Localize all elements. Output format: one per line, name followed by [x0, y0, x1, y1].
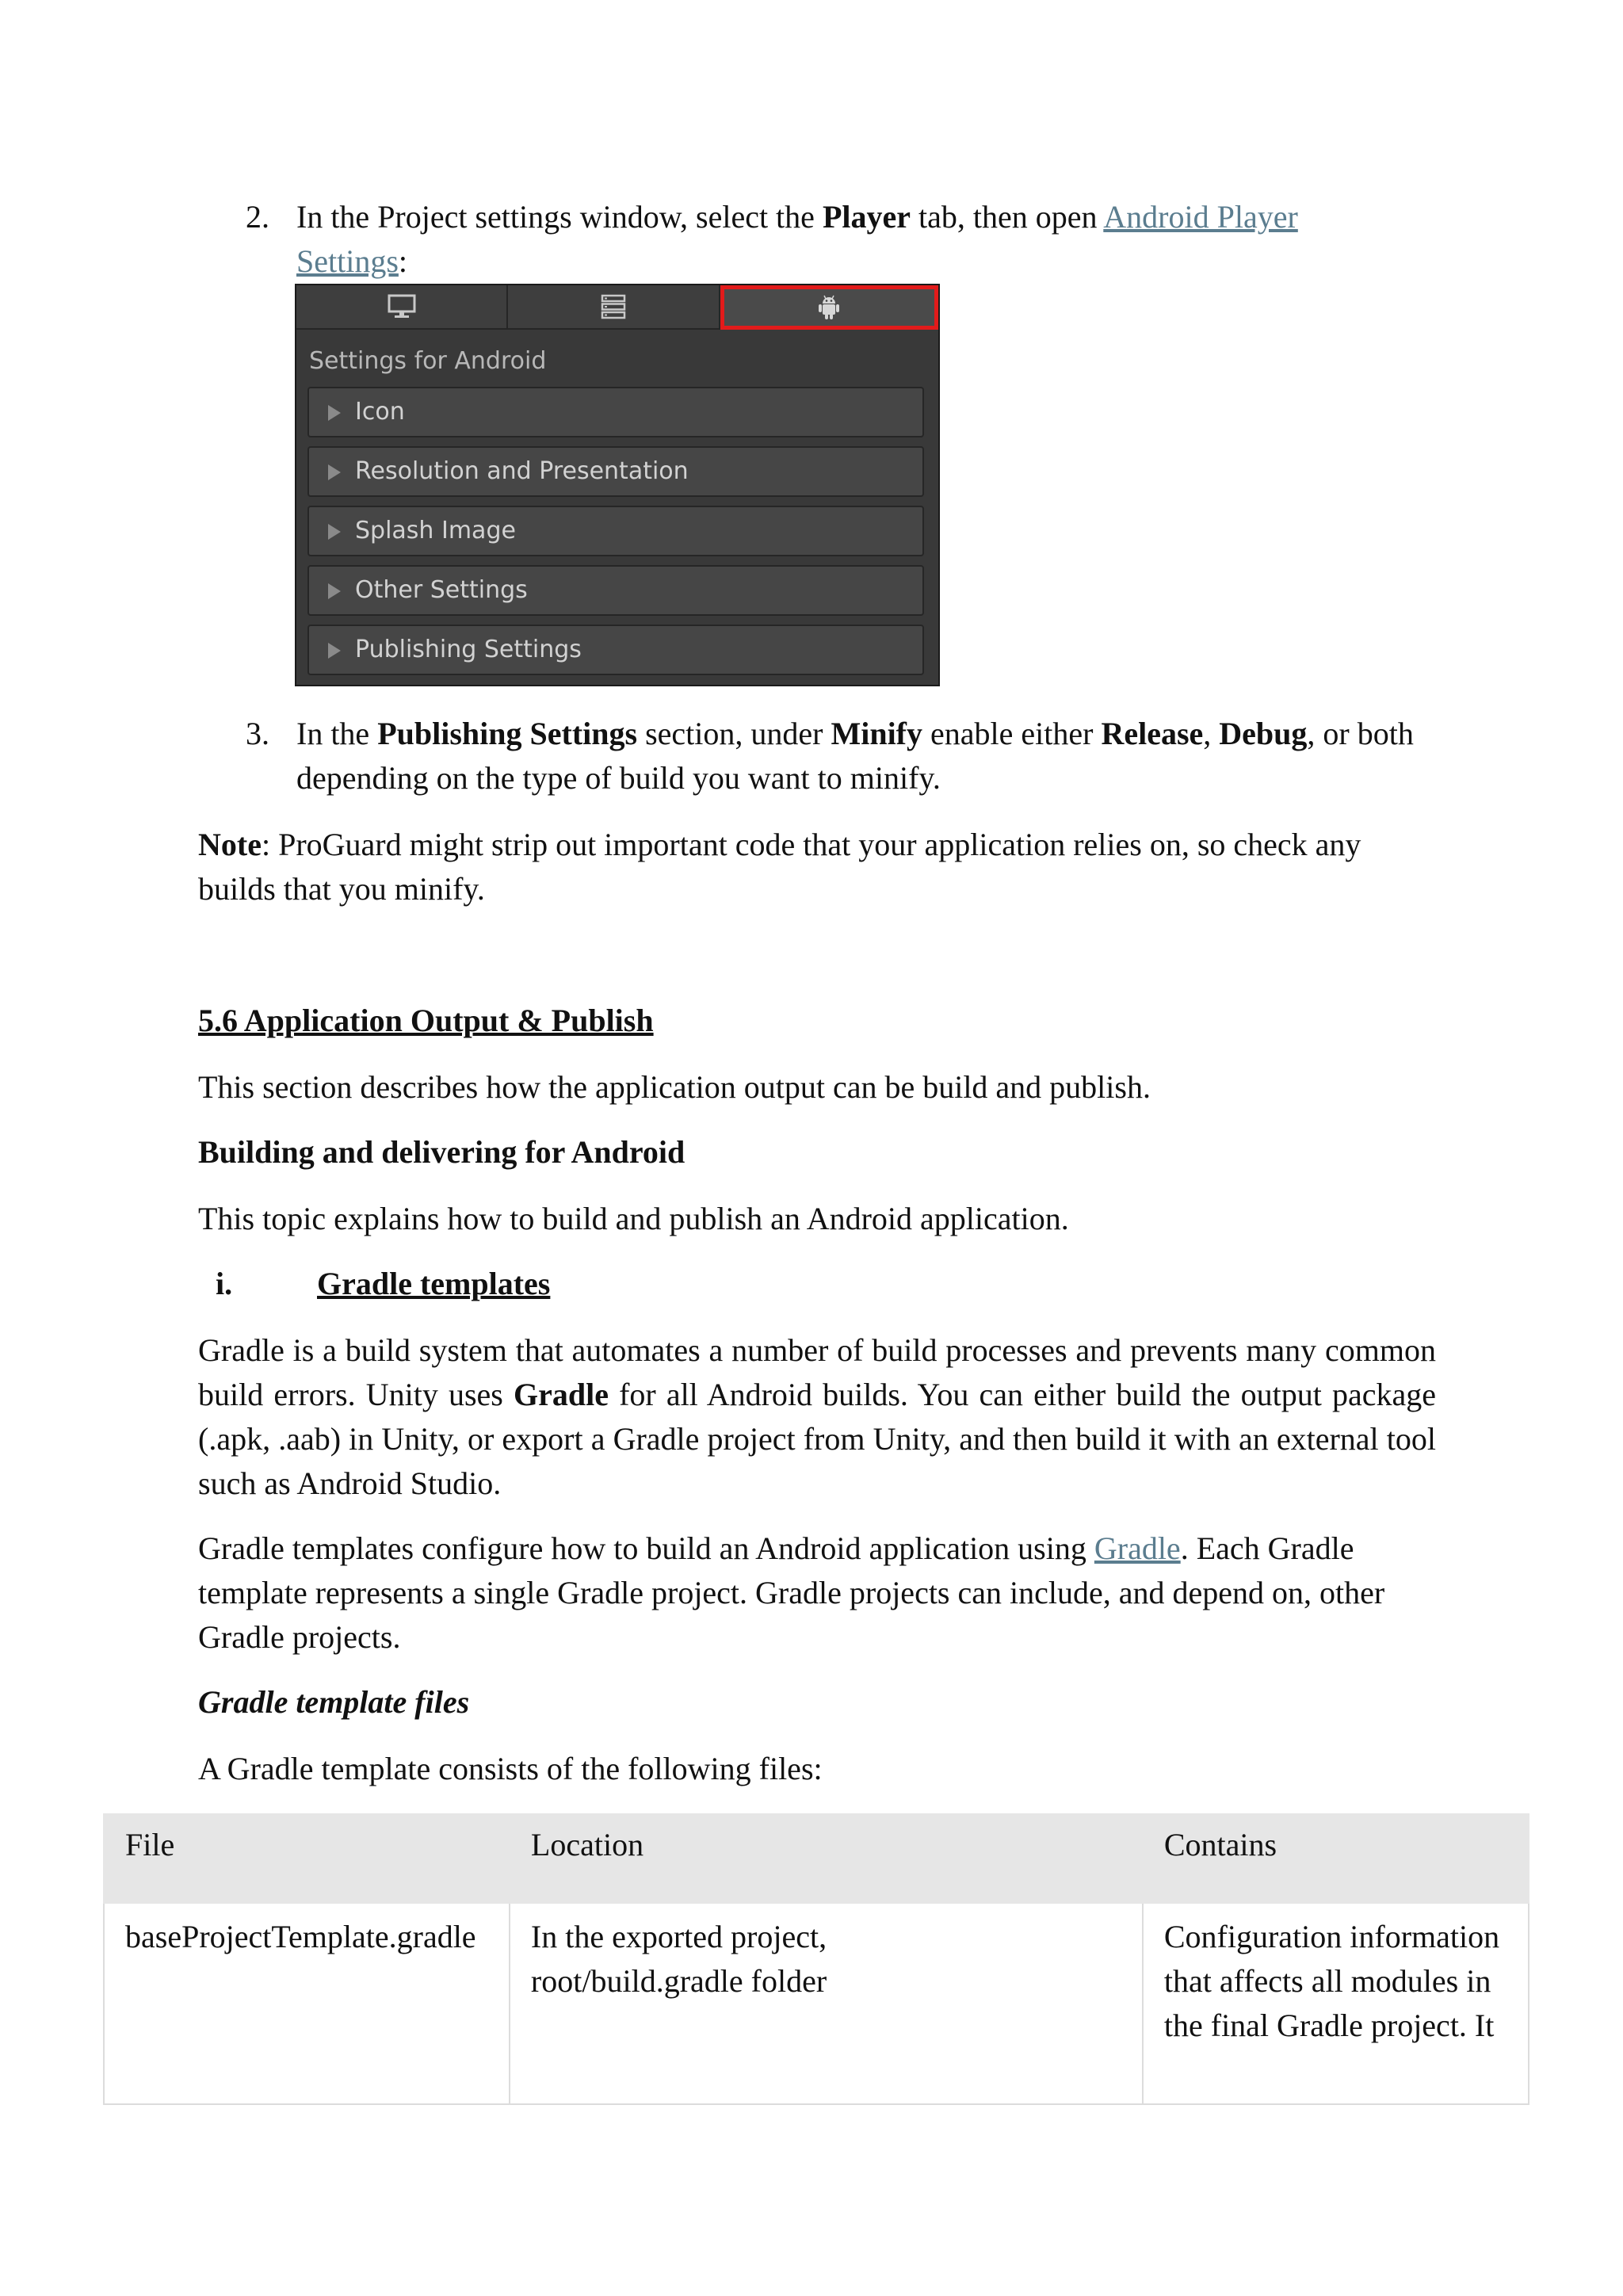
gradle-files-intro: A Gradle template consists of the following files: [198, 1751, 823, 1786]
step-2-text-c: : [398, 243, 408, 279]
unity-android-settings-panel [295, 284, 940, 686]
gradle-p1-a: Gradle is a build system that automates a number of build processes and prevents many common build errors. Unity uses [198, 1332, 1436, 1412]
header-location: Location [510, 1814, 1143, 1903]
foldout-label: Other Settings [355, 576, 528, 604]
step-2-text [296, 195, 1406, 284]
gradle-files-table [103, 1813, 1529, 2105]
gradle-paragraph-1 [198, 1328, 1436, 1506]
step-3-number: 3. [246, 716, 269, 751]
step-3-text-b: section, under [637, 716, 831, 751]
android-icon [816, 294, 842, 321]
table-row [104, 1903, 1529, 2104]
expand-arrow-icon [328, 643, 341, 659]
foldout-publishing-settings[interactable] [307, 625, 924, 675]
header-contains: Contains [1143, 1814, 1529, 1903]
foldout-label: Publishing Settings [355, 636, 582, 663]
tab-standalone[interactable] [296, 285, 508, 330]
gradle-files-heading: Gradle template files [198, 1684, 470, 1720]
monitor-icon [388, 294, 416, 319]
debug-term: Debug [1219, 716, 1308, 751]
expand-arrow-icon [328, 405, 341, 421]
subintro: This topic explains how to build and publish an Android application. [198, 1201, 1069, 1236]
tab-server[interactable] [508, 285, 720, 330]
gradle-p1-b: for all Android builds. You can either build the output package (.apk, .aab) in Unity, or export a Gradle project from Unity, and then build it with an external tool such as Android Studio. [198, 1377, 1437, 1501]
foldout-splash-image[interactable] [307, 506, 924, 556]
table-header-row [104, 1814, 1529, 1903]
gradle-p2-a: Gradle templates configure how to build an Android application using [198, 1530, 1094, 1566]
note-paragraph [198, 823, 1434, 911]
section-heading: 5.6 Application Output & Publish [198, 1003, 654, 1038]
gradle-numeral: i. [216, 1266, 233, 1301]
foldout-label: Icon [355, 398, 405, 426]
expand-arrow-icon [328, 583, 341, 599]
android-player-settings-link[interactable]: Android Player Settings [296, 199, 1298, 279]
foldout-resolution-and-presentation[interactable] [307, 446, 924, 497]
gradle-paragraph-2 [198, 1526, 1436, 1660]
platform-tabs [296, 285, 938, 331]
step-2-text-a: In the Project settings window, select the [296, 199, 823, 235]
publishing-settings-term: Publishing Settings [377, 716, 638, 751]
section-intro: This section describes how the application output can be build and publish. [198, 1069, 1151, 1105]
cell-file: baseProjectTemplate.gradle [104, 1903, 510, 2104]
note-label: Note [198, 827, 262, 862]
foldout-other-settings[interactable] [307, 565, 924, 616]
cell-location: In the exported project, root/build.gradle folder [510, 1903, 1143, 2104]
step-3-text-a: In the [296, 716, 378, 751]
step-2-text-b: tab, then open [911, 199, 1104, 235]
cell-contains: Configuration information that affects all modules in the final Gradle project. It [1143, 1903, 1529, 2104]
foldout-label: Splash Image [355, 517, 516, 544]
step-3-text [296, 712, 1422, 800]
gradle-link[interactable]: Gradle [1094, 1530, 1181, 1566]
step-3-text-c: enable either [922, 716, 1102, 751]
step-2-number: 2. [246, 199, 269, 235]
header-file: File [104, 1814, 510, 1903]
foldout-label: Resolution and Presentation [355, 457, 689, 485]
gradle-heading: Gradle templates [317, 1266, 551, 1301]
step-3-text-e: , or both depending on the type of build you want to minify. [296, 716, 1414, 796]
player-tab-label: Player [822, 199, 911, 235]
foldout-icon[interactable] [307, 387, 924, 437]
expand-arrow-icon [328, 464, 341, 480]
step-3-text-d: , [1203, 716, 1220, 751]
gradle-term: Gradle [513, 1377, 609, 1412]
subheading: Building and delivering for Android [198, 1134, 685, 1170]
note-text: : ProGuard might strip out important code that your application relies on, so check any builds that you minify. [198, 827, 1361, 907]
settings-for-android-title: Settings for Android [309, 347, 547, 375]
expand-arrow-icon [328, 524, 341, 540]
tab-android[interactable] [720, 285, 938, 330]
server-icon [601, 294, 626, 319]
gradle-p2-b: . Each Gradle template represents a single Gradle project. Gradle projects can include, and depend on, other Gradle projects. [198, 1530, 1385, 1655]
minify-term: Minify [831, 716, 922, 751]
release-term: Release [1101, 716, 1204, 751]
